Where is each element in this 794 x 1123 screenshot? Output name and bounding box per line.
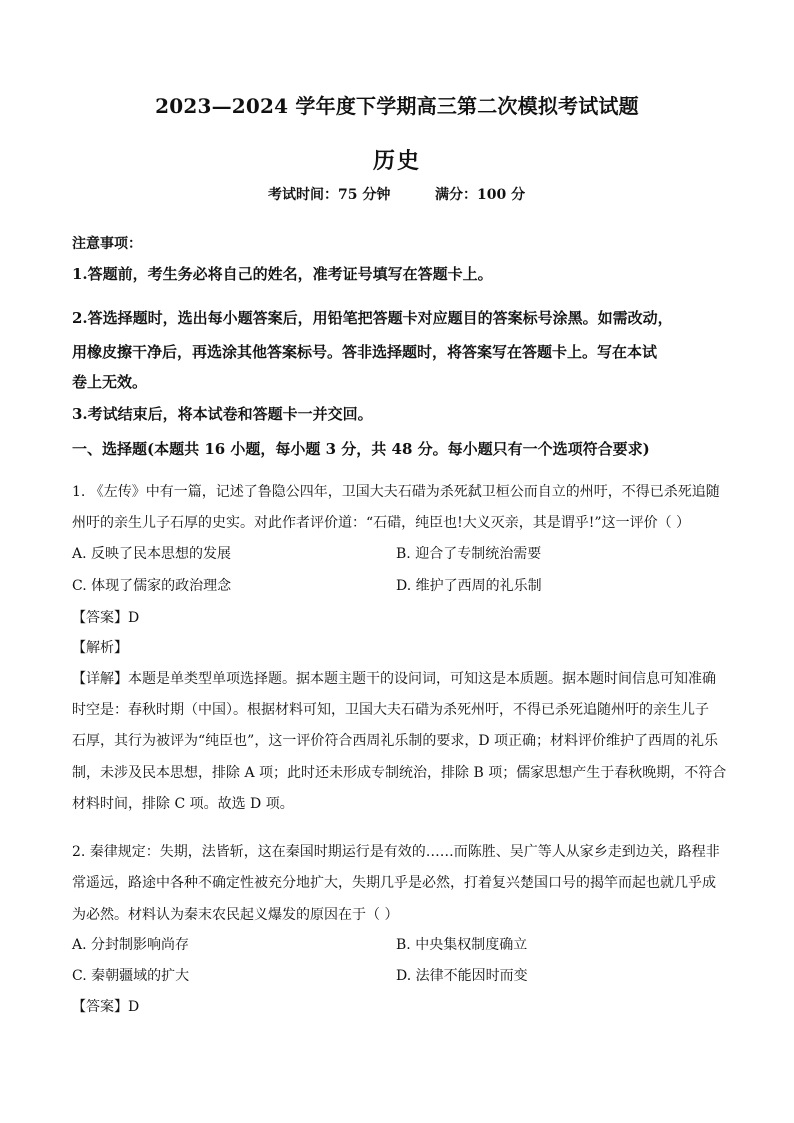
document-title: 2023—2024 学年度下学期高三第二次模拟考试试题 [155,94,639,118]
note-item-2-line-2: 用橡皮擦干净后，再选涂其他答案标号。答非选择题时，将答案写在答题卡上。写在本试 [72,343,658,361]
note-item-2-line-3: 卷上无效。 [72,373,148,391]
q1-detail-line-5: 材料时间，排除 C 项。故选 D 项。 [72,796,294,812]
q2-option-b: B. 中央集权制度确立 [396,937,528,953]
q1-detail-line-4: 制，未涉及民本思想，排除 A 项；此时还未形成专制统治，排除 B 项；儒家思想产生于春秋晚期，不符合 [72,765,727,781]
q2-stem-line-1: 2. 秦律规定：失期，法皆斩，这在秦国时期运行是有效的……而陈胜、吴广等人从家乡走到边关，路程非 [72,844,720,860]
q2-stem-line-3: 为必然。材料认为秦末农民起义爆发的原因在于（ ） [72,907,399,923]
q2-option-a: A. 分封制影响尚存 [72,937,190,953]
q2-option-d: D. 法律不能因时而变 [396,968,528,984]
q1-option-d: D. 维护了西周的礼乐制 [396,578,542,594]
subject-title: 历史 [372,148,421,174]
q1-stem-line-2: 州吁的亲生儿子石厚的史实。对此作者评价道：“石碏，纯臣也!大义灭亲，其是谓乎!”这一评价（ ） [72,515,691,531]
q1-detail-line-1: 【详解】本题是单类型单项选择题。据本题主题干的设问词，可知这是本质题。据本题时间信息可知准确 [72,671,716,687]
q1-option-b: B. 迎合了专制统治需要 [396,546,542,562]
full-score: 满分：100 分 [435,187,526,203]
q1-detail-line-2: 时空是：春秋时期（中国）。根据材料可知，卫国大夫石碏为杀死州吁，不得已杀死追随州吁的亲生儿子 [72,702,709,718]
q1-option-c: C. 体现了儒家的政治理念 [72,578,232,594]
q1-analysis-label: 【解析】 [72,640,128,656]
q1-stem-line-1: 1. 《左传》中有一篇，记述了鲁隐公四年，卫国大夫石碏为杀死弑卫桓公而自立的州吁，不得已杀死追随 [72,484,720,500]
q1-detail-line-3: 石厚，其行为被评为“纯臣也”，这一评价符合西周礼乐制的要求，D 项正确；材料评价维护了西周的礼乐 [72,733,718,749]
q2-answer: 【答案】D [72,999,140,1015]
note-item-1: 1.答题前，考生务必将自己的姓名，准考证号填写在答题卡上。 [72,265,493,283]
note-item-2-line-1: 2.答选择题时，选出每小题答案后，用铅笔把答题卡对应题目的答案标号涂黑。如需改动， [72,309,673,327]
notes-heading: 注意事项： [72,236,142,252]
q1-answer: 【答案】D [72,610,140,626]
q1-option-a: A. 反映了民本思想的发展 [72,546,232,562]
note-item-3: 3.考试结束后，将本试卷和答题卡一并交回。 [72,405,373,423]
q2-option-c: C. 秦朝疆域的扩大 [72,968,190,984]
section-heading: 一、选择题(本题共 16 小题，每小题 3 分，共 48 分。每小题只有一个选项符合要求) [72,440,650,458]
q2-stem-line-2: 常遥远，路途中各种不确定性被充分地扩大，失期几乎是必然，打着复兴楚国口号的揭竿而起也就几乎成 [72,875,716,891]
exam-time: 考试时间：75 分钟 [268,187,391,203]
